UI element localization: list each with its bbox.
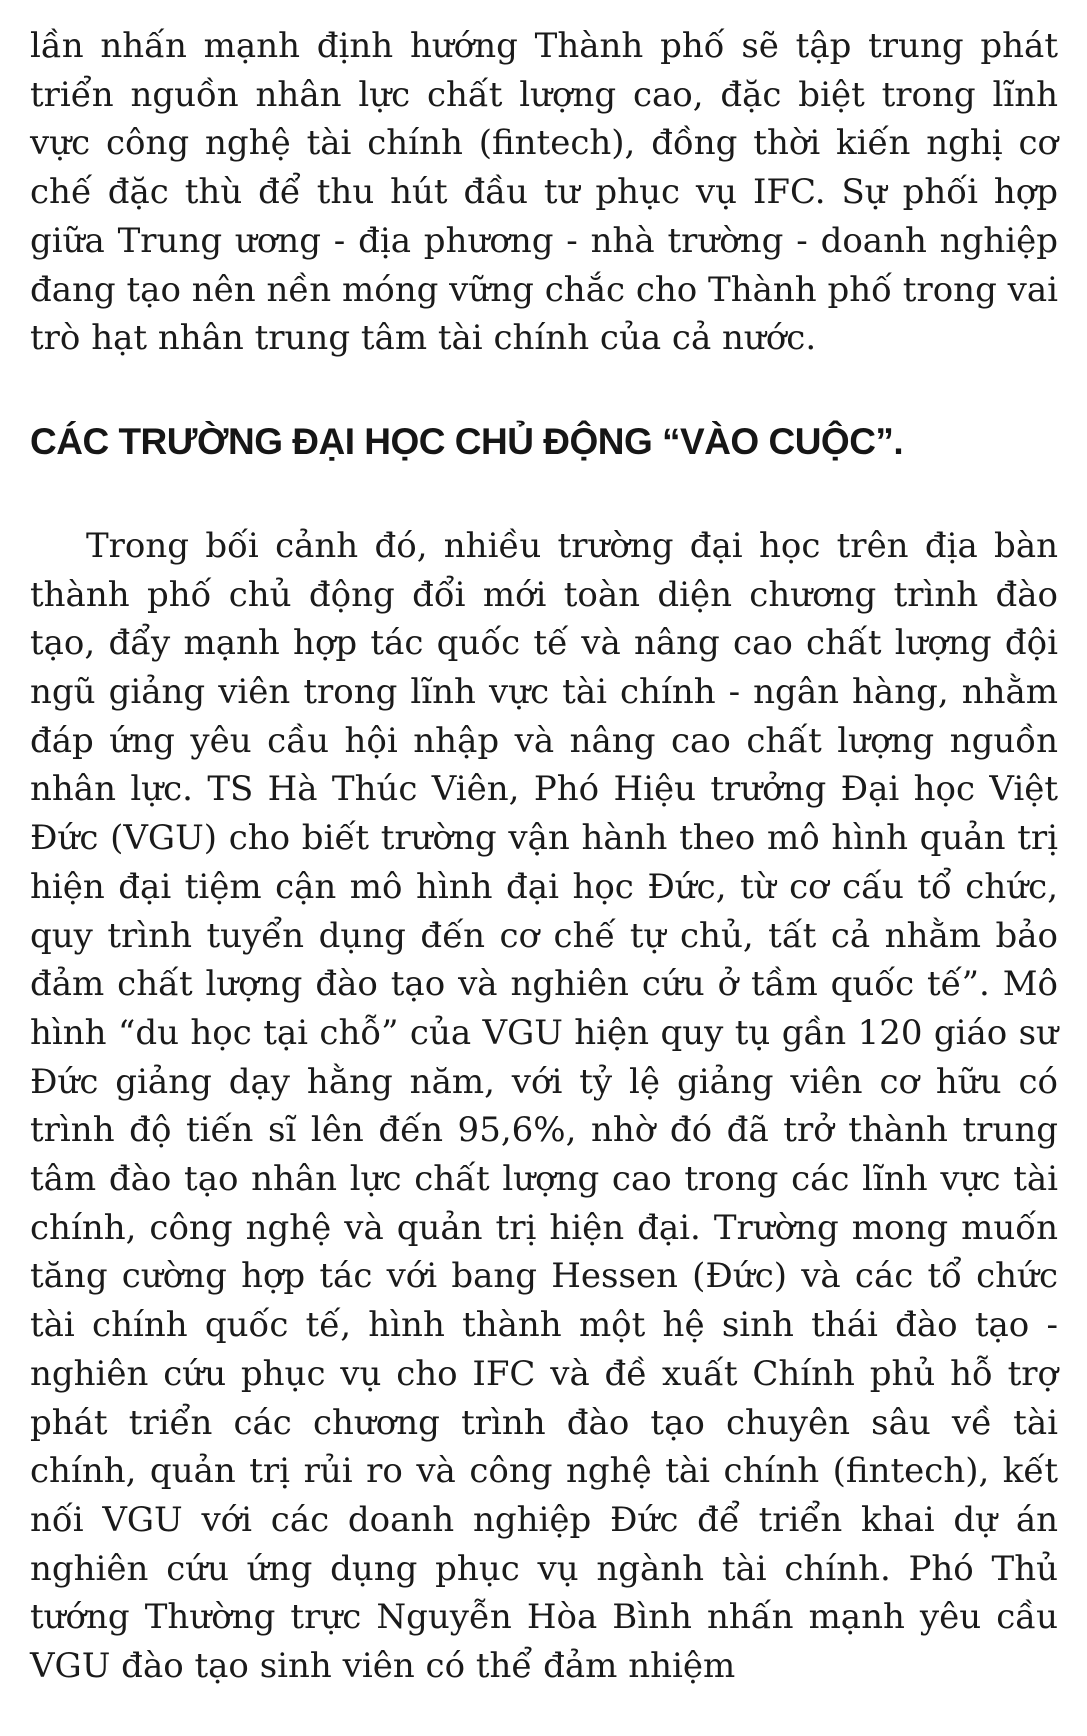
article-page (30, 22, 1058, 1691)
section-heading: CÁC TRƯỜNG ĐẠI HỌC CHỦ ĐỘNG “VÀO CUỘC”. (30, 420, 904, 462)
paragraph-body: Trong bối cảnh đó, nhiều trường đại học trên địa bàn thành phố chủ động đổi mới toàn diện chương trình đào tạo, đẩy mạnh hợp tác quốc tế và nâng cao chất lượng đội ngũ giảng viên trong lĩnh vực tài chính - ngân hàng, nhằm đáp ứng yêu cầu hội nhập và nâng cao chất lượng nguồn nhân lực. TS Hà Thúc Viên, Phó Hiệu trưởng Đại học Việt Đức (VGU) cho biết trường vận hành theo mô hình quản trị hiện đại tiệm cận mô hình đại học Đức, từ cơ cấu tổ chức, quy trình tuyển dụng đến cơ chế tự chủ, tất cả nhằm bảo đảm chất lượng đào tạo và nghiên cứu ở tầm quốc tế”. Mô hình “du học tại chỗ” của VGU hiện quy tụ gần 120 giáo sư Đức giảng dạy hằng năm, với tỷ lệ giảng viên cơ hữu có trình độ tiến sĩ lên đến 95,6%, nhờ đó đã trở thành trung tâm đào tạo nhân lực chất lượng cao trong các lĩnh vực tài chính, công nghệ và quản trị hiện đại. Trường mong muốn tăng cường hợp tác với bang Hessen (Đức) và các tổ chức tài chính quốc tế, hình thành một hệ sinh thái đào tạo - nghiên cứu phục vụ cho IFC và đề xuất Chính phủ hỗ trợ phát triển các chương trình đào tạo chuyên sâu về tài chính, quản trị rủi ro và công nghệ tài chính (fintech), kết nối VGU với các doanh nghiệp Đức để triển khai dự án nghiên cứu ứng dụng phục vụ ngành tài chính. Phó Thủ tướng Thường trực Nguyễn Hòa Bình nhấn mạnh yêu cầu VGU đào tạo sinh viên có thể đảm nhiệm (30, 525, 1058, 1687)
paragraph-intro: lần nhấn mạnh định hướng Thành phố sẽ tập trung phát triển nguồn nhân lực chất lượng cao, đặc biệt trong lĩnh vực công nghệ tài chính (fintech), đồng thời kiến nghị cơ chế đặc thù để thu hút đầu tư phục vụ IFC. Sự phối hợp giữa Trung ương - địa phương - nhà trường - doanh nghiệp đang tạo nên nền móng vững chắc cho Thành phố trong vai trò hạt nhân trung tâm tài chính của cả nước. (30, 26, 1058, 359)
